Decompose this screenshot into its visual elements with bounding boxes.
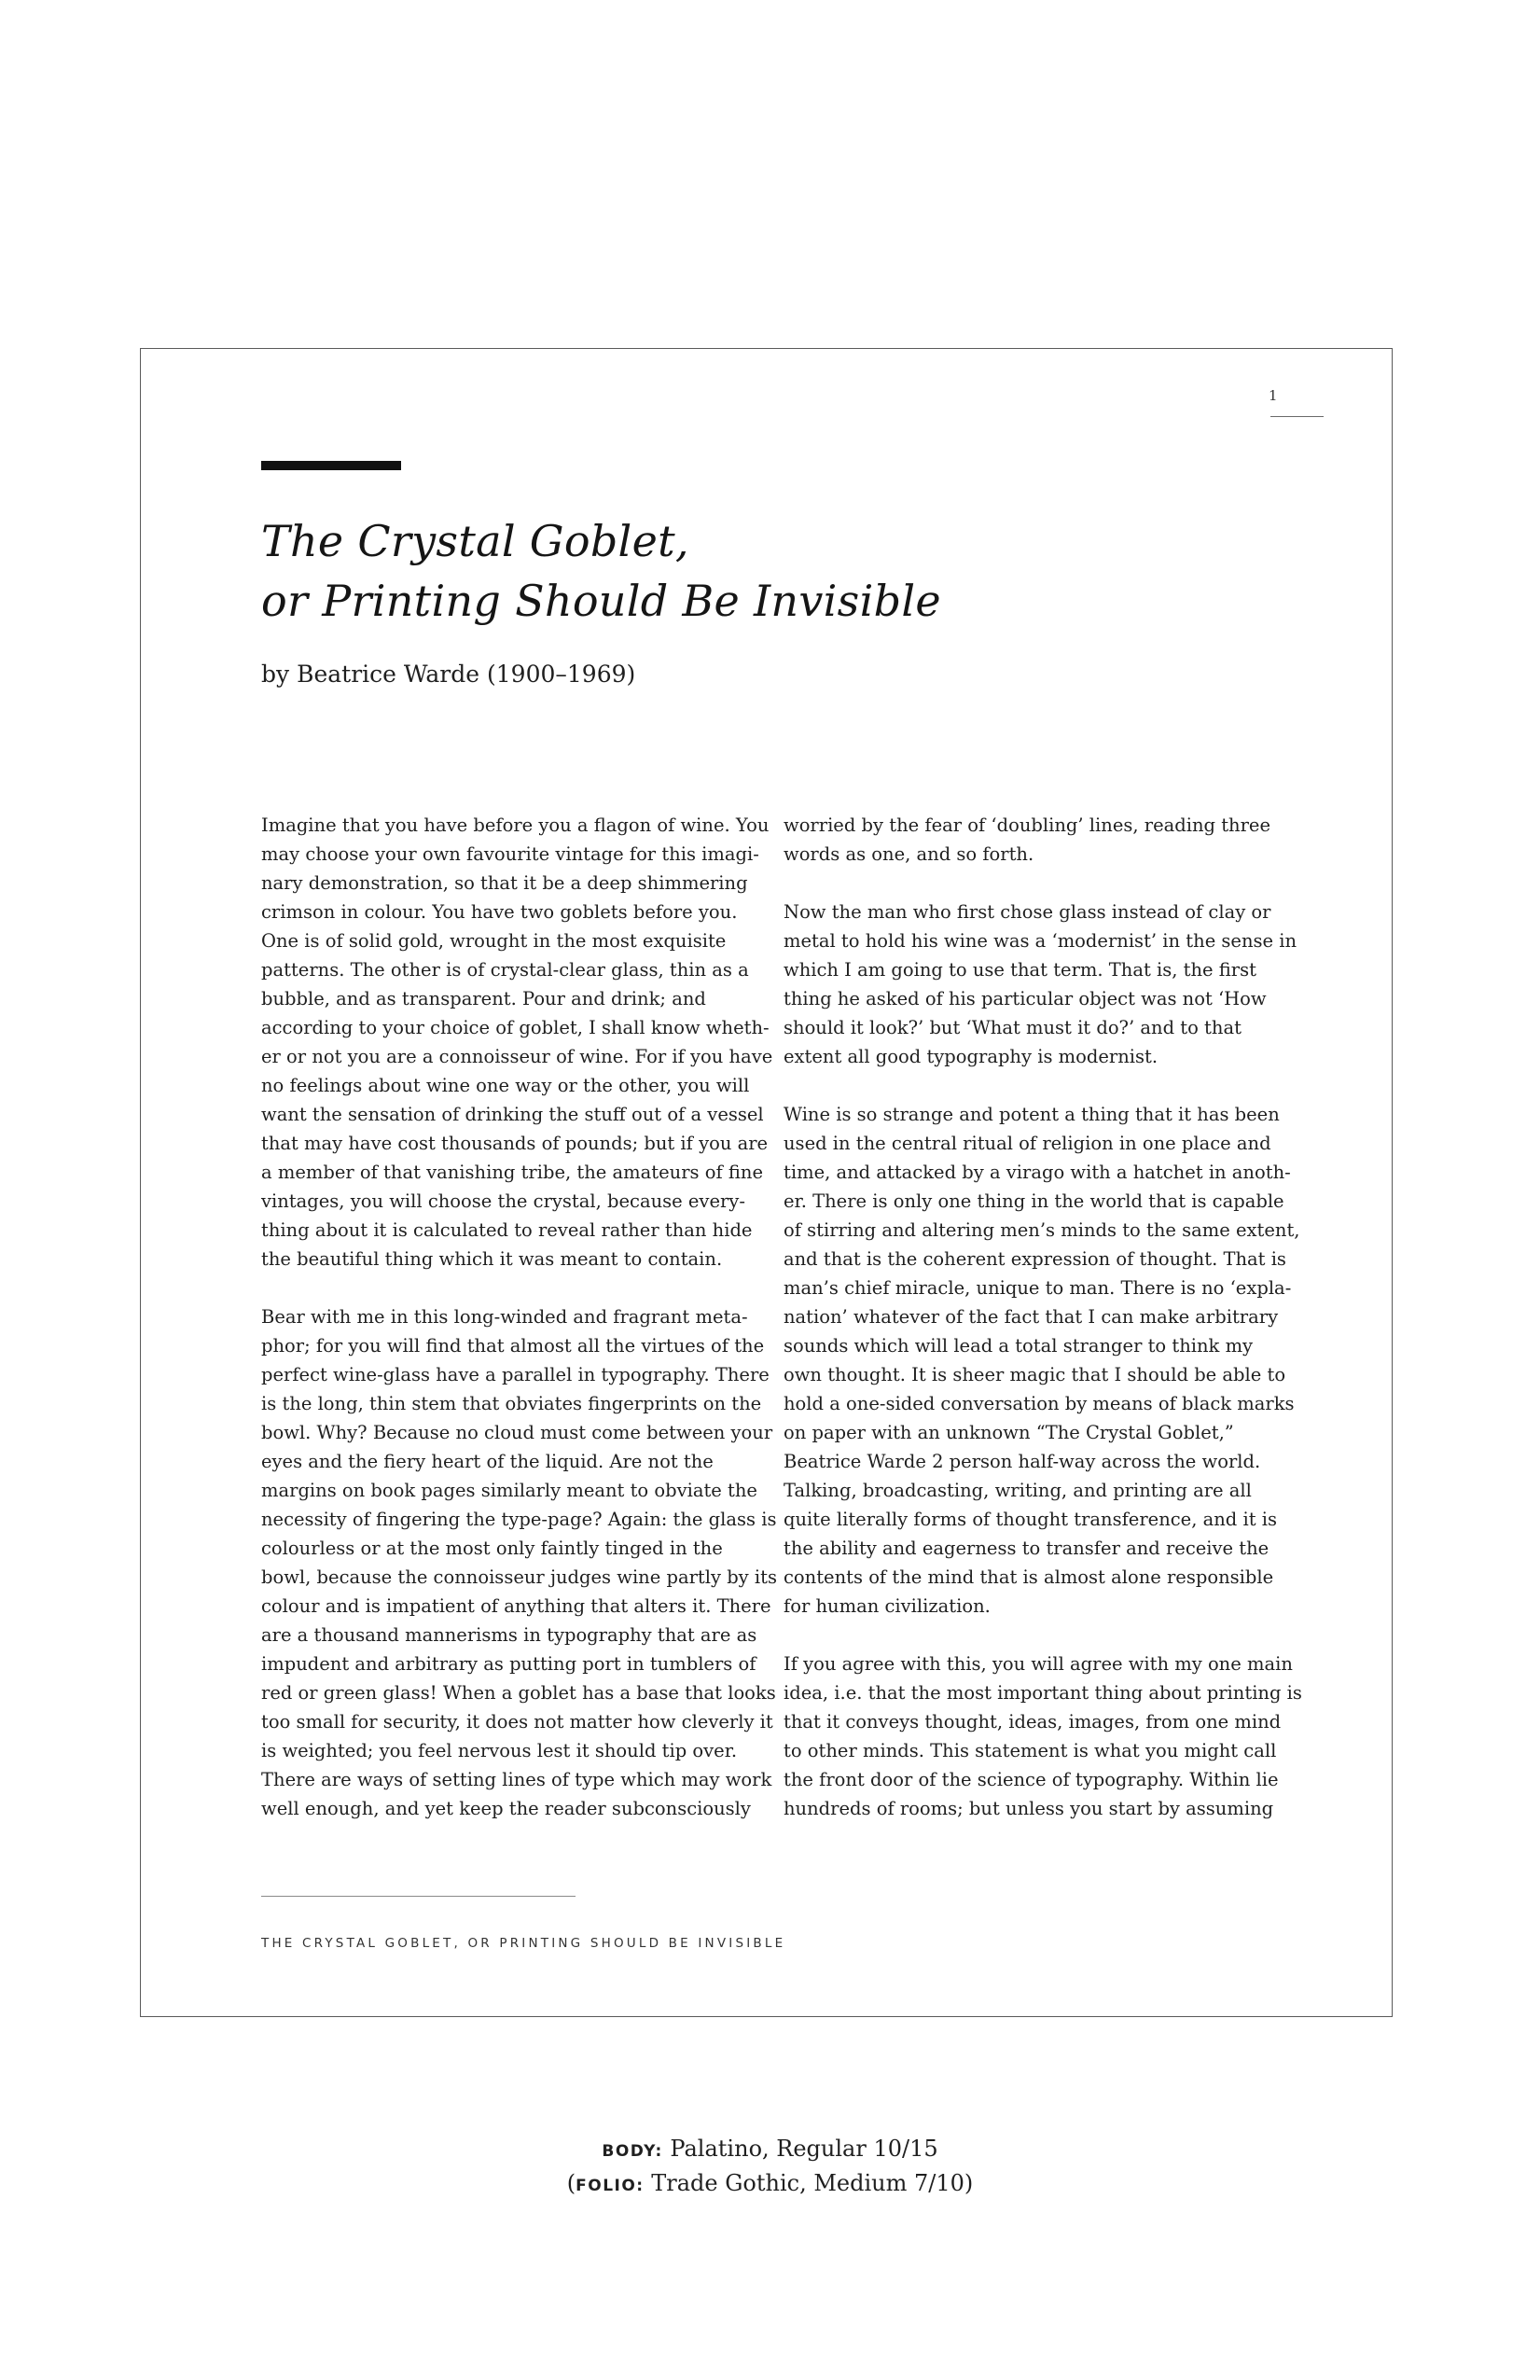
text-line: If you agree with this, you will agree with my one main: [784, 1653, 1293, 1675]
text-line: hold a one-sided conversation by means of black marks: [784, 1393, 1295, 1414]
folio-spec-value: Trade Gothic, Medium 7/10): [651, 2170, 974, 2196]
text-line: colourless or at the most only faintly tinged in the: [261, 1538, 723, 1559]
text-line: sounds which will lead a total stranger to think my: [784, 1335, 1254, 1357]
body-spec-label: BODY:: [602, 2142, 663, 2161]
text-line: worried by the fear of ‘doubling’ lines, reading three: [784, 814, 1271, 836]
text-line: that it conveys thought, ideas, images, from one mind: [784, 1711, 1282, 1733]
title-bar: [261, 461, 401, 470]
text-line: is the long, thin stem that obviates fingerprints on the: [261, 1393, 762, 1414]
paragraph-break: [784, 1071, 1287, 1100]
text-line: well enough, and yet keep the reader subconsciously: [261, 1798, 751, 1819]
text-line: own thought. It is sheer magic that I should be able to: [784, 1364, 1286, 1385]
text-line: the beautiful thing which it was meant to contain.: [261, 1248, 723, 1270]
text-line: are a thousand mannerisms in typography that are as: [261, 1624, 757, 1646]
text-line: idea, i.e. that the most important thing about printing is: [784, 1682, 1302, 1704]
running-footer: THE CRYSTAL GOBLET, OR PRINTING SHOULD BE INVISIBLE: [261, 1936, 786, 1951]
text-line: the front door of the science of typography. Within lie: [784, 1769, 1279, 1790]
text-line: thing about it is calculated to reveal rather than hide: [261, 1219, 753, 1241]
text-line: man’s chief miracle, unique to man. There is no ‘expla-: [784, 1277, 1292, 1299]
text-line: crimson in colour. You have two goblets before you.: [261, 901, 738, 923]
text-line: want the sensation of drinking the stuff out of a vessel: [261, 1104, 764, 1125]
paragraph-break: [261, 1274, 765, 1302]
body-spec: [0, 2136, 1540, 2162]
text-line: er or not you are a connoisseur of wine. For if you have: [261, 1046, 773, 1067]
folio-spec-label: FOLIO:: [576, 2177, 645, 2195]
text-line: Talking, broadcasting, writing, and printing are all: [784, 1480, 1252, 1501]
folio-spec: [0, 2170, 1540, 2196]
footer-rule: [261, 1896, 576, 1897]
text-line: may choose your own favourite vintage for this imagi-: [261, 843, 759, 865]
text-line: colour and is impatient of anything that alters it. There: [261, 1595, 771, 1617]
text-line: nary demonstration, so that it be a deep shimmering: [261, 872, 748, 894]
text-line: is weighted; you feel nervous lest it should tip over.: [261, 1740, 738, 1761]
text-line: bubble, and as transparent. Pour and drink; and: [261, 988, 706, 1009]
text-line: Wine is so strange and potent a thing that it has been: [784, 1104, 1280, 1125]
text-line: nation’ whatever of the fact that I can make arbitrary: [784, 1306, 1279, 1328]
text-line: Now the man who first chose glass instead of clay or: [784, 901, 1271, 923]
text-line: margins on book pages similarly meant to obviate the: [261, 1480, 757, 1501]
text-line: vintages, you will choose the crystal, because every-: [261, 1190, 745, 1212]
title-line-1: The Crystal Goblet,: [261, 516, 689, 566]
text-line: to other minds. This statement is what you might call: [784, 1740, 1277, 1761]
text-line: no feelings about wine one way or the other, you will: [261, 1075, 750, 1096]
paragraph-break: [784, 869, 1287, 898]
text-line: Beatrice Warde 2 person half-way across the world.: [784, 1451, 1261, 1472]
text-line: which I am going to use that term. That is, the first: [784, 959, 1256, 981]
text-line: bowl. Why? Because no cloud must come between your: [261, 1422, 773, 1443]
text-line: impudent and arbitrary as putting port in tumblers of: [261, 1653, 756, 1675]
text-line: words as one, and so forth.: [784, 843, 1034, 865]
text-line: a member of that vanishing tribe, the amateurs of fine: [261, 1162, 763, 1183]
text-line: time, and attacked by a virago with a hatchet in anoth-: [784, 1162, 1291, 1183]
text-line: phor; for you will find that almost all the virtues of the: [261, 1335, 765, 1357]
text-line: er. There is only one thing in the world that is capable: [784, 1190, 1284, 1212]
text-line: too small for security, it does not matter how cleverly it: [261, 1711, 773, 1733]
text-line: of stirring and altering men’s minds to the same extent,: [784, 1219, 1300, 1241]
text-line: should it look?’ but ‘What must it do?’ and to that: [784, 1017, 1242, 1038]
text-line: on paper with an unknown “The Crystal Goblet,”: [784, 1422, 1234, 1443]
text-line: eyes and the fiery heart of the liquid. Are not the: [261, 1451, 714, 1472]
text-line: for human civilization.: [784, 1595, 991, 1617]
byline: by Beatrice Warde (1900–1969): [261, 661, 636, 688]
text-line: extent all good typography is modernist.: [784, 1046, 1158, 1067]
text-line: Bear with me in this long-winded and fragrant meta-: [261, 1306, 748, 1328]
article-title: [261, 511, 941, 631]
text-line: the ability and eagerness to transfer and receive the: [784, 1538, 1269, 1559]
text-line: patterns. The other is of crystal-clear glass, thin as a: [261, 959, 749, 981]
folio-number: 1: [1269, 387, 1278, 404]
text-line: thing he asked of his particular object was not ‘How: [784, 988, 1267, 1009]
text-line: metal to hold his wine was a ‘modernist’ in the sense in: [784, 930, 1297, 952]
folio-spec-open: (: [566, 2170, 576, 2196]
text-line: bowl, because the connoisseur judges wine partly by its: [261, 1566, 777, 1588]
folio-rule: [1270, 416, 1324, 417]
text-line: and that is the coherent expression of thought. That is: [784, 1248, 1286, 1270]
text-line: perfect wine-glass have a parallel in typography. There: [261, 1364, 770, 1385]
left-column: [261, 811, 777, 1823]
right-column: [784, 811, 1302, 1823]
body-spec-value: Palatino, Regular 10/15: [670, 2136, 938, 2162]
text-line: according to your choice of goblet, I shall know wheth-: [261, 1017, 770, 1038]
text-line: used in the central ritual of religion in one place and: [784, 1133, 1271, 1154]
text-line: There are ways of setting lines of type which may work: [261, 1769, 772, 1790]
title-line-2: or Printing Should Be Invisible: [261, 576, 941, 626]
text-line: red or green glass! When a goblet has a base that looks: [261, 1682, 776, 1704]
text-line: necessity of fingering the type-page? Again: the glass is: [261, 1509, 777, 1530]
text-line: contents of the mind that is almost alone responsible: [784, 1566, 1274, 1588]
text-line: hundreds of rooms; but unless you start by assuming: [784, 1798, 1274, 1819]
text-line: that may have cost thousands of pounds; but if you are: [261, 1133, 769, 1154]
text-line: quite literally forms of thought transference, and it is: [784, 1509, 1278, 1530]
text-line: Imagine that you have before you a flagon of wine. You: [261, 814, 770, 836]
paragraph-break: [784, 1621, 1287, 1649]
text-line: One is of solid gold, wrought in the most exquisite: [261, 930, 727, 952]
